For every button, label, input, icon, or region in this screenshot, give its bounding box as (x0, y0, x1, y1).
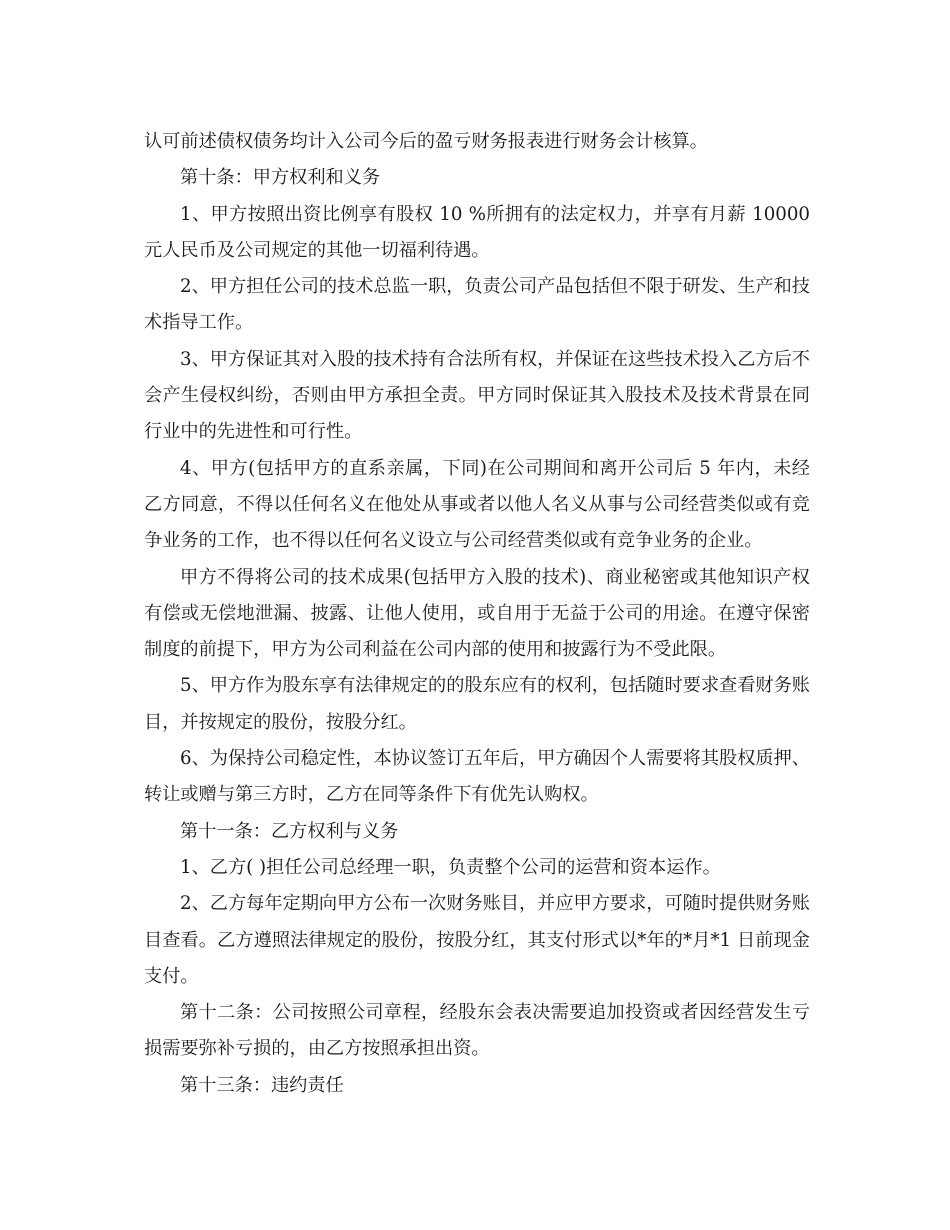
article-10-clause-3: 3、甲方保证其对入股的技术持有合法所有权，并保证在这些技术投入乙方后不会产生侵权纠纷，否则由甲方承担全责。甲方同时保证其入股技术及技术背景在同行业中的先进性和可行性。 (144, 348, 810, 443)
article-11-heading: 第十一条：乙方权利与义务 (180, 820, 399, 842)
article-10-heading: 第十条：甲方权利和义务 (180, 167, 381, 189)
article-10-clause-1: 1、甲方按照出资比例享有股权 10 %所拥有的法定权力，并享有月薪 10000 元人民币及公司规定的其他一切福利待遇。 (144, 203, 810, 261)
article-11-clause-2: 2、乙方每年定期向甲方公布一次财务账目，并应甲方要求，可随时提供财务账目查看。乙方遵照法律规定的股份，按股分红，其支付形式以*年的*月*1 日前现金支付。 (144, 893, 810, 987)
article-10-clause-6: 6、为保持公司稳定性，本协议签订五年后，甲方确因个人需要将其股权质押、转让或赠与第三方时，乙方在同等条件下有优先认购权。 (144, 748, 810, 806)
paragraph-continuation: 认可前述债权债务均计入公司今后的盈亏财务报表进行财务会计核算。 (144, 131, 708, 152)
article-10-clause-4-confidentiality: 甲方不得将公司的技术成果(包括甲方入股的技术)、商业秘密或其他知识产权有偿或无偿地泄漏、披露、让他人使用，或自用于无益于公司的用途。在遵守保密制度的前提下，甲方为公司利益在公司内部的使用和披露行为不受此限。 (144, 566, 810, 661)
article-11-clause-1: 1、乙方( )担任公司总经理一职，负责整个公司的运营和资本运作。 (180, 856, 721, 878)
article-10-clause-2: 2、甲方担任公司的技术总监一职，负责公司产品包括但不限于研发、生产和技术指导工作。 (144, 276, 810, 334)
article-10-clause-4: 4、甲方(包括甲方的直系亲属，下同)在公司期间和离开公司后 5 年内，未经乙方同意，不得以任何名义在他处从事或者以他人名义从事与公司经营类似或有竞争业务的工作，也不得以任何名义设立与公司经营类似或有竞争业务的企业。 (144, 457, 810, 552)
article-13-heading: 第十三条：违约责任 (180, 1074, 344, 1096)
article-12-text: 第十二条：公司按照公司章程，经股东会表决需要追加投资或者因经营发生亏损需要弥补亏损的，由乙方按照承担出资。 (144, 1002, 810, 1060)
article-10-clause-5: 5、甲方作为股东享有法律规定的的股东应有的权利，包括随时要求查看财务账目，并按规定的股份，按股分红。 (144, 675, 810, 733)
